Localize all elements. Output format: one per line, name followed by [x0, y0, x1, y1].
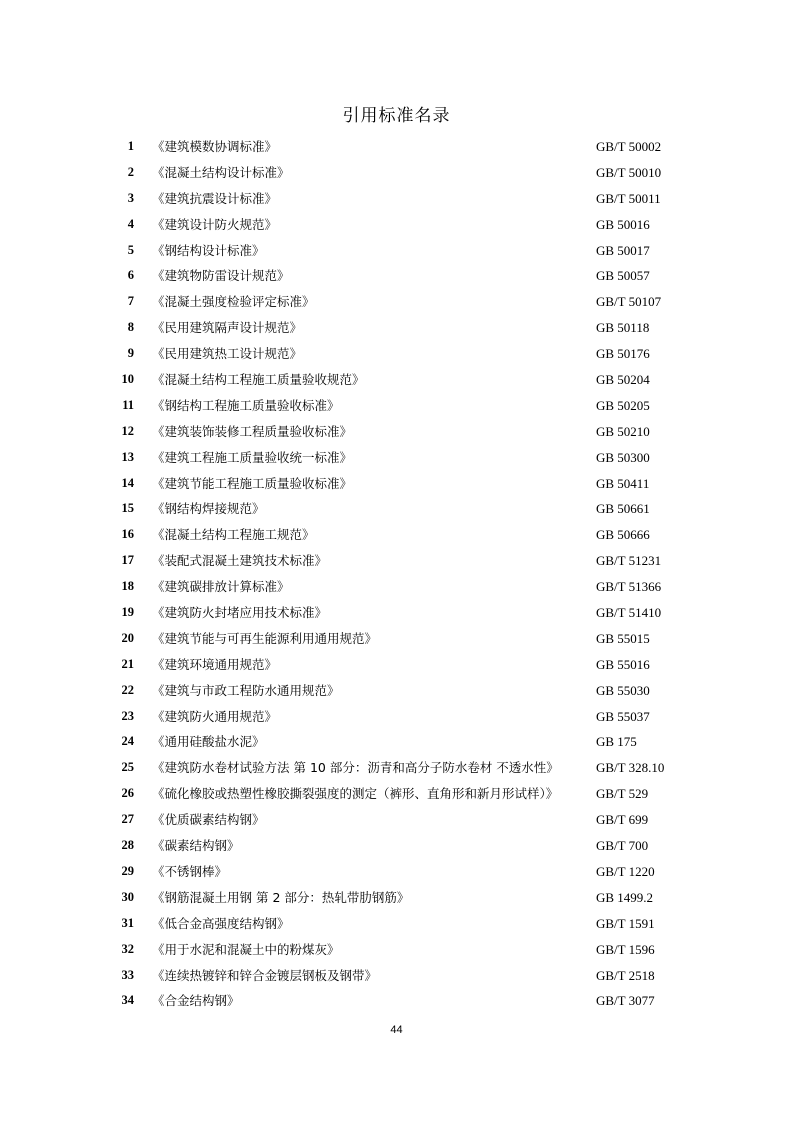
standard-code: GB/T 2518	[596, 967, 655, 983]
standard-index: 20	[121, 630, 134, 645]
standard-code: GB/T 1220	[596, 863, 655, 879]
standard-index: 23	[121, 708, 134, 723]
standard-code: GB 50300	[596, 449, 650, 465]
standard-index: 15	[121, 501, 134, 516]
standard-row	[0, 885, 793, 911]
standard-title: 《民用建筑隔声设计规范》	[152, 320, 303, 336]
standard-row	[0, 496, 793, 522]
standard-row	[0, 522, 793, 548]
standard-index: 12	[121, 423, 134, 438]
standard-title: 《通用硅酸盐水泥》	[152, 734, 265, 750]
standard-index: 22	[121, 682, 134, 697]
standard-index: 3	[127, 190, 134, 205]
standard-code: GB 55037	[596, 708, 650, 724]
standard-title: 《钢结构焊接规范》	[152, 501, 265, 517]
standard-title: 《用于水泥和混凝土中的粉煤灰》	[152, 941, 340, 957]
standard-code: GB/T 50107	[596, 294, 662, 310]
standard-code: GB/T 50010	[596, 164, 662, 180]
standard-code: GB 50210	[596, 423, 650, 439]
standard-title: 《建筑物防雷设计规范》	[152, 268, 290, 284]
standard-index: 11	[122, 397, 134, 412]
standard-code: GB/T 1596	[596, 941, 655, 957]
standard-title: 《优质碳素结构钢》	[152, 812, 265, 828]
standard-title: 《合金结构钢》	[152, 993, 240, 1009]
standard-title: 《低合金高强度结构钢》	[152, 915, 290, 931]
standard-title: 《硫化橡胶或热塑性橡胶撕裂强度的测定（裤形、直角形和新月形试样）》	[152, 786, 559, 802]
standard-row	[0, 937, 793, 963]
standard-title: 《建筑装饰装修工程质量验收标准》	[152, 423, 353, 439]
standard-code: GB 50118	[596, 320, 650, 336]
standard-title: 《建筑防火通用规范》	[152, 708, 278, 724]
standard-row	[0, 367, 793, 393]
standard-row	[0, 807, 793, 833]
standard-code: GB 55016	[596, 656, 650, 672]
standard-index: 17	[121, 553, 134, 568]
standard-row	[0, 574, 793, 600]
standard-row	[0, 859, 793, 885]
standard-code: GB 55015	[596, 630, 650, 646]
standard-title: 《建筑抗震设计标准》	[152, 190, 278, 206]
standard-code: GB/T 3077	[596, 993, 655, 1009]
standard-index: 24	[121, 734, 134, 749]
standard-row	[0, 678, 793, 704]
standard-row	[0, 963, 793, 989]
standard-index: 27	[121, 812, 134, 827]
standard-index: 28	[121, 838, 134, 853]
standard-index: 18	[121, 579, 134, 594]
page-number: 44	[390, 1024, 403, 1036]
standard-row	[0, 445, 793, 471]
standard-title: 《建筑防水卷材试验方法 第 10 部分：沥青和高分子防水卷材 不透水性》	[152, 760, 559, 776]
standard-code: GB/T 51366	[596, 579, 662, 595]
standard-index: 1	[127, 139, 134, 153]
standard-code: GB 175	[596, 734, 637, 750]
standard-row	[0, 212, 793, 238]
standard-row	[0, 289, 793, 315]
standard-index: 2	[127, 164, 134, 179]
standard-row	[0, 600, 793, 626]
standard-code: GB/T 1591	[596, 915, 655, 931]
standard-row	[0, 238, 793, 264]
standard-index: 31	[121, 915, 134, 930]
page-title: 引用标准名录	[342, 106, 451, 126]
standard-index: 25	[121, 760, 134, 775]
standard-code: GB 50205	[596, 397, 650, 413]
standard-title: 《碳素结构钢》	[152, 838, 240, 854]
standard-title: 《建筑碳排放计算标准》	[152, 579, 290, 595]
standards-list	[0, 134, 793, 1014]
standard-index: 8	[127, 320, 134, 335]
standard-row	[0, 626, 793, 652]
standard-index: 29	[121, 863, 134, 878]
standard-code: GB/T 50011	[596, 190, 661, 206]
standard-index: 6	[127, 268, 134, 283]
standard-index: 30	[121, 889, 134, 904]
standard-index: 9	[127, 346, 134, 361]
standard-index: 26	[121, 786, 134, 801]
standard-index: 5	[127, 242, 134, 257]
standard-title: 《钢筋混凝土用钢 第 2 部分：热轧带肋钢筋》	[152, 889, 410, 905]
standard-code: GB 50204	[596, 372, 650, 388]
standard-index: 7	[127, 294, 134, 309]
standard-row	[0, 315, 793, 341]
standard-row	[0, 160, 793, 186]
standard-row	[0, 263, 793, 289]
standard-code: GB/T 529	[596, 786, 649, 802]
standard-index: 14	[121, 475, 134, 490]
standard-title: 《钢结构设计标准》	[152, 242, 265, 258]
standard-row	[0, 134, 793, 160]
standard-index: 16	[121, 527, 134, 542]
standard-title: 《建筑防火封堵应用技术标准》	[152, 605, 328, 621]
standard-title: 《建筑模数协调标准》	[152, 139, 278, 154]
standard-index: 19	[121, 605, 134, 620]
standard-title: 《混凝土结构设计标准》	[152, 164, 290, 180]
standard-title: 《不锈钢棒》	[152, 863, 228, 879]
standard-title: 《混凝土结构工程施工质量验收规范》	[152, 372, 365, 388]
standard-index: 21	[121, 656, 134, 671]
standard-row	[0, 393, 793, 419]
standard-code: GB/T 699	[596, 812, 649, 828]
standard-row	[0, 652, 793, 678]
standard-title: 《钢结构工程施工质量验收标准》	[152, 397, 340, 413]
standard-row	[0, 833, 793, 859]
standard-index: 33	[121, 967, 134, 982]
standard-title: 《连续热镀锌和锌合金镀层钢板及钢带》	[152, 967, 378, 983]
standard-code: GB 55030	[596, 682, 650, 698]
standard-title: 《建筑设计防火规范》	[152, 216, 278, 232]
standard-title: 《民用建筑热工设计规范》	[152, 346, 303, 362]
standard-index: 32	[121, 941, 134, 956]
standard-code: GB/T 51231	[596, 553, 662, 569]
standard-title: 《建筑工程施工质量验收统一标准》	[152, 449, 353, 465]
standard-row	[0, 729, 793, 755]
standard-title: 《建筑与市政工程防水通用规范》	[152, 682, 340, 698]
standard-row	[0, 341, 793, 367]
standard-code: GB/T 51410	[596, 605, 662, 621]
standard-row	[0, 186, 793, 212]
standard-code: GB/T 328.10	[596, 760, 665, 776]
standard-code: GB/T 700	[596, 838, 649, 854]
standard-title: 《混凝土结构工程施工规范》	[152, 527, 315, 543]
standard-title: 《建筑节能工程施工质量验收标准》	[152, 475, 353, 491]
standard-code: GB 50666	[596, 527, 650, 543]
standard-row	[0, 781, 793, 807]
standard-title: 《建筑节能与可再生能源利用通用规范》	[152, 630, 378, 646]
standard-index: 4	[127, 216, 134, 231]
standard-row	[0, 755, 793, 781]
standard-index: 10	[121, 372, 134, 387]
standard-code: GB/T 50002	[596, 139, 662, 154]
standard-row	[0, 988, 793, 1014]
standard-code: GB 50017	[596, 242, 650, 258]
standard-row	[0, 548, 793, 574]
standard-code: GB 50661	[596, 501, 650, 517]
standard-code: GB 50057	[596, 268, 650, 284]
standard-code: GB 50411	[596, 475, 650, 491]
standard-row	[0, 471, 793, 497]
standard-title: 《装配式混凝土建筑技术标准》	[152, 553, 328, 569]
standard-title: 《混凝土强度检验评定标准》	[152, 294, 315, 310]
standard-code: GB 50176	[596, 346, 650, 362]
standard-index: 34	[121, 993, 134, 1008]
standard-title: 《建筑环境通用规范》	[152, 656, 278, 672]
standard-row	[0, 704, 793, 730]
standard-index: 13	[121, 449, 134, 464]
standard-row	[0, 419, 793, 445]
standard-code: GB 50016	[596, 216, 650, 232]
standard-code: GB 1499.2	[596, 889, 654, 905]
standard-row	[0, 911, 793, 937]
